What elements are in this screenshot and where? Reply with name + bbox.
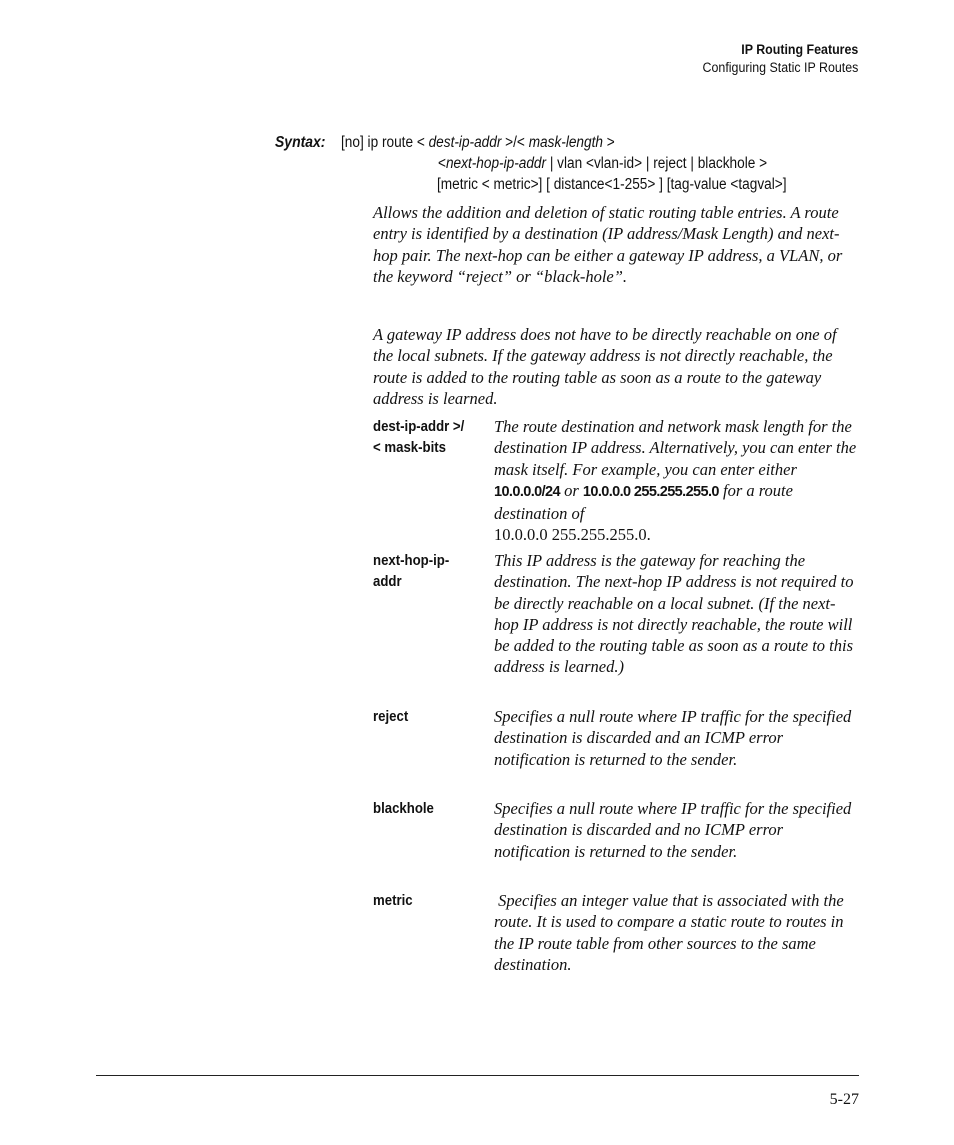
param-desc-metric: Specifies an integer value that is associated with the route. It is used to compare a static route to routes in the IP route table from other sources to the same destination.: [494, 891, 848, 974]
syntax-line-1-e: >: [602, 134, 615, 151]
chapter-title: IP Routing Features: [740, 42, 858, 57]
param-name-reject: reject: [373, 708, 409, 725]
syntax-line-2-c: | vlan <vlan-id> | reject | blackhole >: [546, 155, 768, 172]
syntax-dest-ip-addr: dest-ip-addr: [428, 134, 502, 151]
param-desc-next-hop-ip-addr: This IP address is the gateway for reaching the destination. The next-hop IP address is not required to be directly reachable on a local subnet. (If the next-hop IP address is not directly reachable, the route will be added to the routing table as soon as a route to this address is learned.): [494, 551, 854, 677]
syntax-line-1-c: >/<: [501, 134, 529, 151]
syntax-line-1: [341, 132, 615, 153]
footer-rule: [96, 1075, 859, 1076]
param-name-line: < mask-bits: [373, 439, 447, 457]
param-name-line: addr: [373, 573, 402, 591]
desc-text: The route destination and network mask length for the destination IP address. Alternatively, you can enter the mask itself. For example, you can enter either: [494, 417, 857, 479]
syntax-mask-length: mask-length: [528, 134, 603, 151]
param-desc-dest-ip-addr: [494, 416, 860, 546]
param-name-dest-ip-addr: [373, 416, 474, 459]
syntax-line-1-a: [no] ip route <: [341, 134, 429, 151]
description-paragraph-2: A gateway IP address does not have to be directly reachable on one of the local subnets. If the gateway address is not directly reachable, the route is added to the routing table as soon as a route to the gateway address is learned.: [373, 325, 837, 408]
desc-text: or: [559, 480, 583, 500]
syntax-next-hop-ip-addr: next-hop-ip-addr: [445, 155, 547, 172]
param-desc-blackhole: Specifies a null route where IP traffic for the specified destination is discarded and no ICMP error notification is returned to the sender.: [494, 799, 852, 861]
syntax-line-3: [metric < metric>] [ distance<1-255> ] [tag-value <tagval>]: [437, 176, 787, 193]
param-name-next-hop-ip-addr: [373, 550, 474, 593]
description-paragraph-1: Allows the addition and deletion of static routing table entries. A route entry is identified by a destination (IP address/Mask Length) and next-hop pair. The next-hop can be either a gateway IP address, a VLAN, or the keyword “reject” or “black-hole”.: [373, 203, 843, 286]
param-name-metric: metric: [373, 892, 413, 909]
example-destination: 10.0.0.0 255.255.255.0.: [494, 525, 651, 545]
param-name-blackhole: blackhole: [373, 800, 434, 817]
example-cidr: 10.0.0.0/24: [494, 483, 560, 500]
desc-text: for a route destination of: [494, 480, 793, 524]
syntax-line-2-a: <: [438, 155, 446, 172]
syntax-label: Syntax:: [275, 134, 326, 151]
syntax-line-2: [438, 153, 767, 174]
running-header: [702, 41, 858, 77]
example-mask: 10.0.0.0 255.255.255.0: [582, 483, 719, 500]
param-name-line: next-hop-ip-: [373, 552, 450, 569]
page-number: 5-27: [829, 1091, 859, 1108]
section-title: Configuring Static IP Routes: [702, 60, 858, 75]
param-desc-reject: Specifies a null route where IP traffic for the specified destination is discarded and an ICMP error notification is returned to the sender.: [494, 707, 852, 769]
param-name-line: dest-ip-addr >/: [373, 418, 465, 435]
